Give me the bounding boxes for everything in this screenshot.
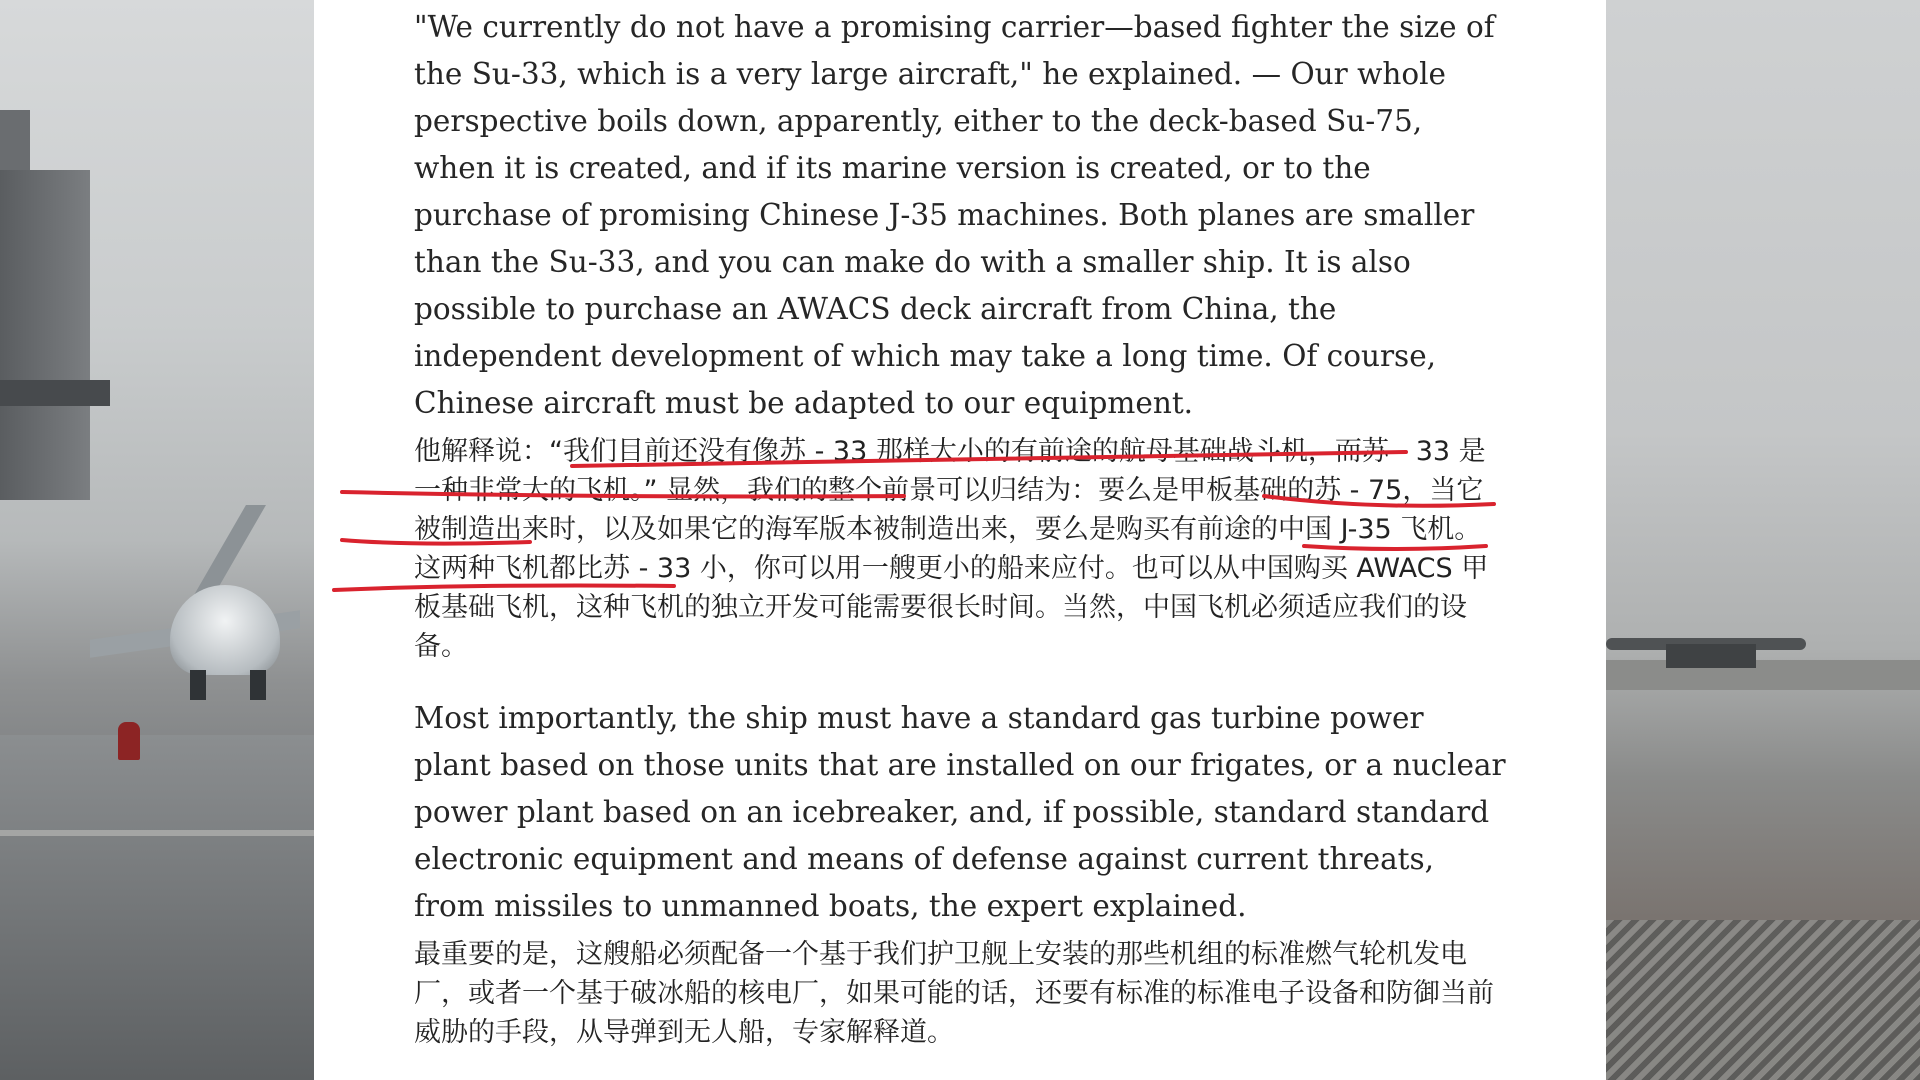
carrier-deck: [0, 735, 314, 1080]
left-background-photo: [0, 0, 314, 1080]
deck-railing: [1606, 920, 1920, 1080]
sea-horizon: [1606, 660, 1920, 690]
english-paragraph-1: "We currently do not have a promising carrier—based fighter the size of the Su-33, which is a very large aircraft," he explained. — Our whole perspective boils down, apparently, either to the deck-based Su-75, when it is created, and if its marine version is created, or to the purchase of promising Chinese J-35 machines. Both planes are smaller than the Su-33, and you can make do with a smaller ship. It is also possible to purchase an AWACS deck aircraft from China, the independent development of which may take a long time. Of course, Chinese aircraft must be adapted to our equipment.: [414, 10, 1495, 420]
deck-crew-figure: [118, 722, 140, 760]
carrier-island: [0, 170, 90, 500]
article-panel: [314, 0, 1606, 1080]
chinese-paragraph-2: 最重要的是，这艘船必须配备一个基于我们护卫舰上安装的那些机组的标准燃气轮机发电厂，或者一个基于破冰船的核电厂，如果可能的话，还要有标准的标准电子设备和防御当前威胁的手段，从导弹到无人船，专家解释道。: [414, 939, 1494, 1048]
english-paragraph-2: Most importantly, the ship must have a standard gas turbine power plant based on those units that are installed on our frigates, or a nuclear power plant based on an icebreaker, and, if possible, standard standard electronic equipment and means of defense against current threats, from missiles to unmanned boats, the expert explained.: [414, 701, 1506, 923]
landing-aircraft: [1606, 630, 1806, 660]
chinese-paragraph-1: 他解释说：“我们目前还没有像苏 - 33 那样大小的有前途的航母基础战斗机，而苏 - 33 是一种非常大的飞机。” 显然，我们的整个前景可以归结为：要么是甲板基础的苏 - 75，当它被制造出来时，以及如果它的海军版本被制造出来，要么是购买有前途的中国 J-35 飞机。这两种飞机都比苏 - 33 小，你可以用一艘更小的船来应付。也可以从中国购买 AWACS 甲板基础飞机，这种飞机的独立开发可能需要很长时间。当然，中国飞机必须适应我们的设备。: [414, 436, 1489, 662]
fighter-jet: [90, 545, 300, 695]
right-background-photo: [1606, 0, 1920, 1080]
